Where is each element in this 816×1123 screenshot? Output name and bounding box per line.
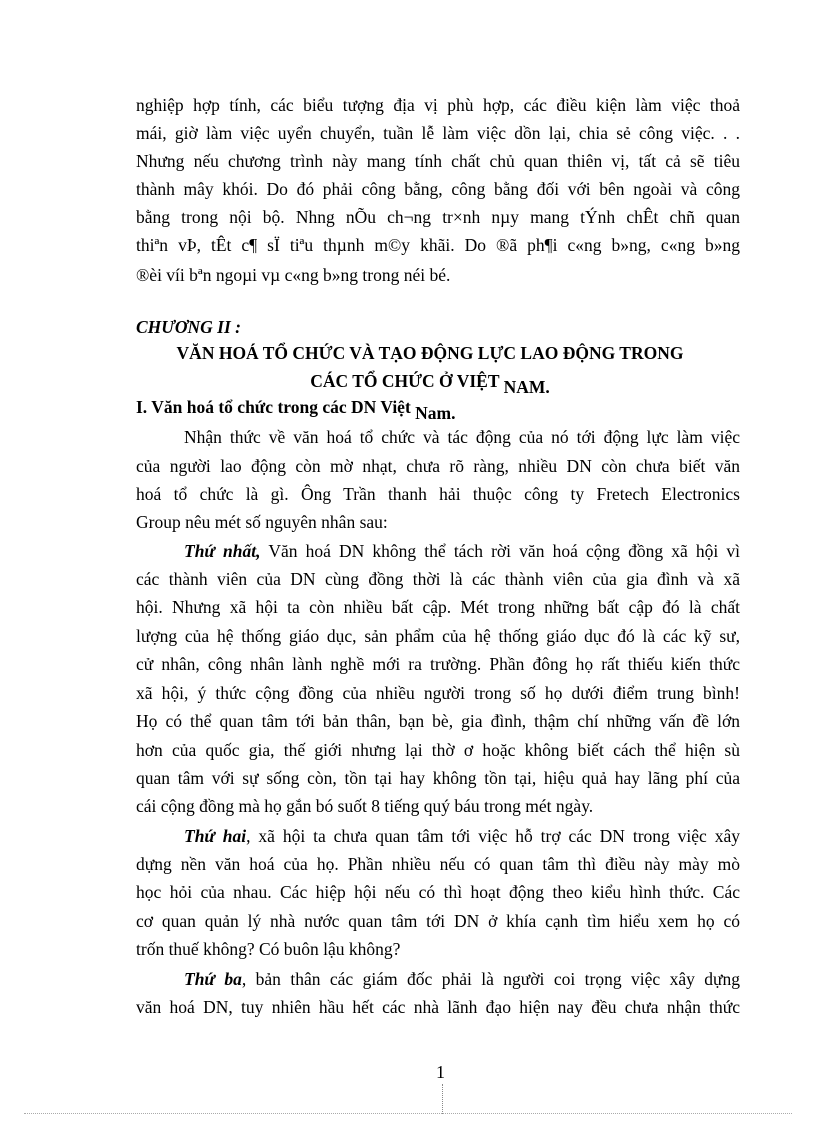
text-line: Nhận thức về văn hoá tổ chức và tác động của nó tới động lực làm việc bbox=[184, 427, 740, 447]
text-line: bằng trong nội bộ. Nhng nÕu ch¬ng tr×nh nµy mang tÝnh chÊt chñ quan bbox=[136, 207, 740, 227]
text-line: quan tâm với sự sống còn, tồn tại hay không tồn tại, hiệu quả hay lãng phí của bbox=[136, 768, 740, 788]
text-span: , bản thân các giám đốc phải là người coi trọng việc xây dựng bbox=[241, 969, 740, 989]
text-line: cử nhân, công nhân lành nghề mới ra trường. Phần đông họ rất thiếu kiến thức bbox=[136, 654, 740, 674]
section-title-tail: Nam. bbox=[415, 403, 456, 423]
paragraph-first-lead bbox=[184, 538, 740, 564]
page-guide-vertical bbox=[442, 1084, 443, 1114]
section-title-text: I. Văn hoá tổ chức trong các DN Việt bbox=[136, 397, 411, 417]
text-line: thành mây khói. Do đó phải công bằng, công bằng đối với bên ngoài và công bbox=[136, 179, 740, 199]
section-title bbox=[136, 394, 740, 426]
text-line: hội. Nhưng xã hội ta còn nhiều bất cập. Mét trong những bất cập đó là chất bbox=[136, 597, 740, 617]
page-number: 1 bbox=[436, 1062, 445, 1082]
text-line: của người lao động còn mờ nhạt, chưa rõ ràng, nhiều DN còn chưa biết văn bbox=[136, 456, 740, 476]
chapter-title-text: CÁC TỔ CHỨC Ở VIỆT bbox=[310, 371, 500, 391]
page-guide-horizontal bbox=[24, 1113, 792, 1114]
second-label: Thứ hai bbox=[184, 826, 247, 846]
text-line: văn hoá DN, tuy nhiên hầu hết các nhà lãnh đạo hiện nay đều chưa nhận thức bbox=[136, 997, 740, 1017]
text-line: dựng nền văn hoá của họ. Phần nhiều nếu có quan tâm thì điều này mày mò bbox=[136, 854, 740, 874]
text-line: mái, giờ làm việc uyển chuyển, tuần lễ làm việc dồn lại, chia sẻ công việc. . . bbox=[136, 123, 740, 143]
chapter-title-tail: NAM. bbox=[503, 377, 550, 397]
text-line: hơn của quốc gia, thế giới nhưng lại thờ ơ hoặc không biết cách thể hiện sù bbox=[136, 740, 740, 760]
first-label: Thứ nhất, bbox=[184, 541, 261, 561]
text-line: Nhưng nếu chương trình này mang tính chất chủ quan thiên vị, tất cả sẽ tiêu bbox=[136, 151, 740, 171]
text-line: học hỏi của nhau. Các hiệp hội nếu có thì hoạt động theo kiểu hình thức. Các bbox=[136, 882, 740, 902]
text-line: Group nêu mét số nguyên nhân sau: bbox=[136, 512, 388, 532]
text-line: lượng của hệ thống giáo dục, sản phẩm của hệ thống giáo dục đó là các kỹ sư, bbox=[136, 626, 740, 646]
paragraph-third-lead bbox=[184, 966, 740, 992]
text-line: cái cộng đồng mà họ gắn bó suốt 8 tiếng quý báu trong mét ngày. bbox=[136, 796, 594, 816]
text-line: thiªn vÞ, tÊt c¶ sÏ tiªu thµnh m©y khãi. Do ®ã ph¶i c«ng b»ng, c«ng b»ng bbox=[136, 235, 740, 255]
text-line: các thành viên của DN cùng đồng thời là các thành viên của gia đình và xã bbox=[136, 569, 740, 589]
text-line: trốn thuế không? Có buôn lậu không? bbox=[136, 939, 401, 959]
text-span: Văn hoá DN không thể tách rời văn hoá cộng đồng xã hội vì bbox=[268, 541, 740, 561]
text-line: xã hội, ý thức cộng đồng của nhiều người trong số họ dưới điểm trung bình! bbox=[136, 683, 740, 703]
text-line: ®èi víi bªn ngoµi vµ c«ng b»ng trong néi bé. bbox=[136, 265, 451, 285]
text-line: cơ quan quản lý nhà nước quan tâm tới DN ở khía cạnh tìm hiểu xem họ có bbox=[136, 911, 740, 931]
third-label: Thứ ba bbox=[184, 969, 242, 989]
paragraph-second-lead bbox=[184, 823, 740, 849]
text-line: nghiệp hợp tính, các biểu tượng địa vị phù hợp, các điều kiện làm việc thoả bbox=[136, 95, 740, 115]
text-line: Họ có thể quan tâm tới bản thân, bạn bè, gia đình, thậm chí những vấn đề lớn bbox=[136, 711, 740, 731]
text-span: , xã hội ta chưa quan tâm tới việc hỗ trợ các DN trong việc xây bbox=[246, 826, 740, 846]
text-line: hoá tổ chức là gì. Ông Trần thanh hải thuộc công ty Fretech Electronics bbox=[136, 484, 740, 504]
chapter-title: VĂN HOÁ TỔ CHỨC VÀ TẠO ĐỘNG LỰC LAO ĐỘNG TRONG bbox=[176, 343, 684, 363]
chapter-label: CHƯƠNG II : bbox=[136, 317, 241, 337]
